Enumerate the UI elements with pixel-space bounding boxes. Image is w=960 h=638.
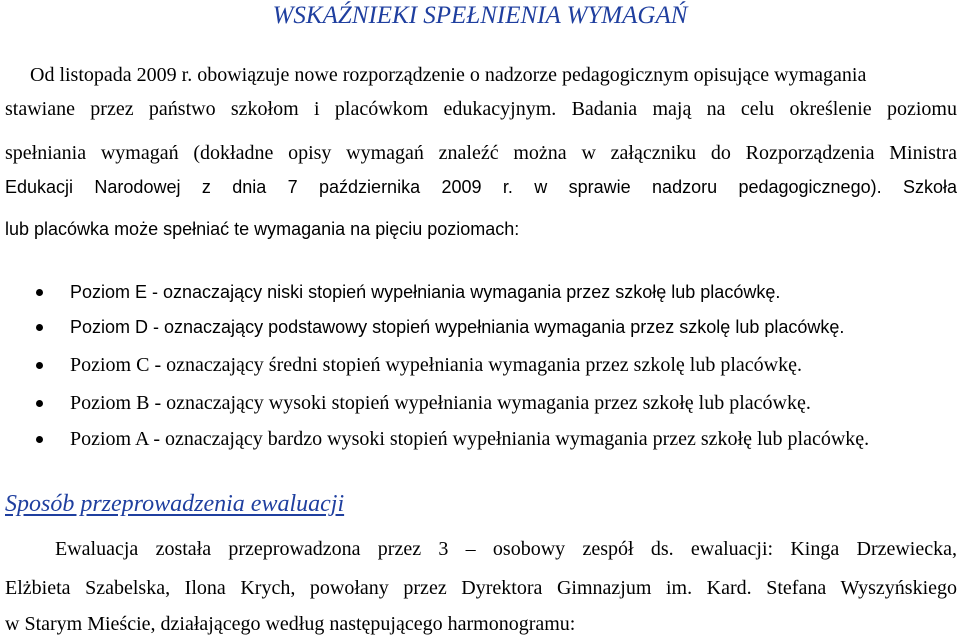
section-heading: Sposób przeprowadzenia ewaluacji <box>5 491 345 517</box>
bullet-icon <box>36 289 43 296</box>
section-line-3: w Starym Mieście, działającego według następującego harmonogramu: <box>5 613 576 635</box>
intro-line-4: Edukacji Narodowej z dnia 7 października 2009 r. w sprawie nadzoru pedagogicznego). Szkoła <box>5 177 957 197</box>
list-item <box>0 353 960 377</box>
list-item <box>0 391 960 415</box>
level-b-text: Poziom B - oznaczający wysoki stopień wypełniania wymagania przez szkołę lub placówkę. <box>70 392 811 414</box>
list-item <box>0 427 960 451</box>
level-a-text: Poziom A - oznaczający bardzo wysoki stopień wypełniania wymagania przez szkołę lub placówkę. <box>70 428 870 450</box>
list-item <box>0 280 960 304</box>
bullet-icon <box>36 400 43 407</box>
level-d-text: Poziom D - oznaczający podstawowy stopień wypełniania wymagania przez szkolę lub placówkę. <box>70 317 845 337</box>
bullet-icon <box>36 324 43 331</box>
section-line-2: Elżbieta Szabelska, Ilona Krych, powołany przez Dyrektora Gimnazjum im. Kard. Stefana Wyszyńskiego <box>5 577 957 599</box>
intro-line-1: Od listopada 2009 r. obowiązuje nowe rozporządzenie o nadzorze pedagogicznym opisujące wymagania <box>30 64 867 86</box>
document-title: WSKAŹNIEKI SPEŁNIENIA WYMAGAŃ <box>272 2 688 29</box>
list-item <box>0 315 960 339</box>
bullet-icon <box>36 362 43 369</box>
intro-line-5: lub placówka może spełniać te wymagania na pięciu poziomach: <box>5 219 520 239</box>
level-e-text: Poziom E - oznaczający niski stopień wypełniania wymagania przez szkołę lub placówkę. <box>70 282 781 302</box>
bullet-icon <box>36 436 43 443</box>
intro-line-3: spełniania wymagań (dokładne opisy wymagań znaleźć można w załączniku do Rozporządzenia Ministra <box>5 142 957 164</box>
section-line-1: Ewaluacja została przeprowadzona przez 3 – osobowy zespół ds. ewaluacji: Kinga Drzewiecka, <box>55 538 957 560</box>
level-c-text: Poziom C - oznaczający średni stopień wypełniania wymagania przez szkolę lub placówkę. <box>70 354 802 376</box>
intro-line-2: stawiane przez państwo szkołom i placówkom edukacyjnym. Badania mają na celu określenie poziomu <box>5 98 957 120</box>
